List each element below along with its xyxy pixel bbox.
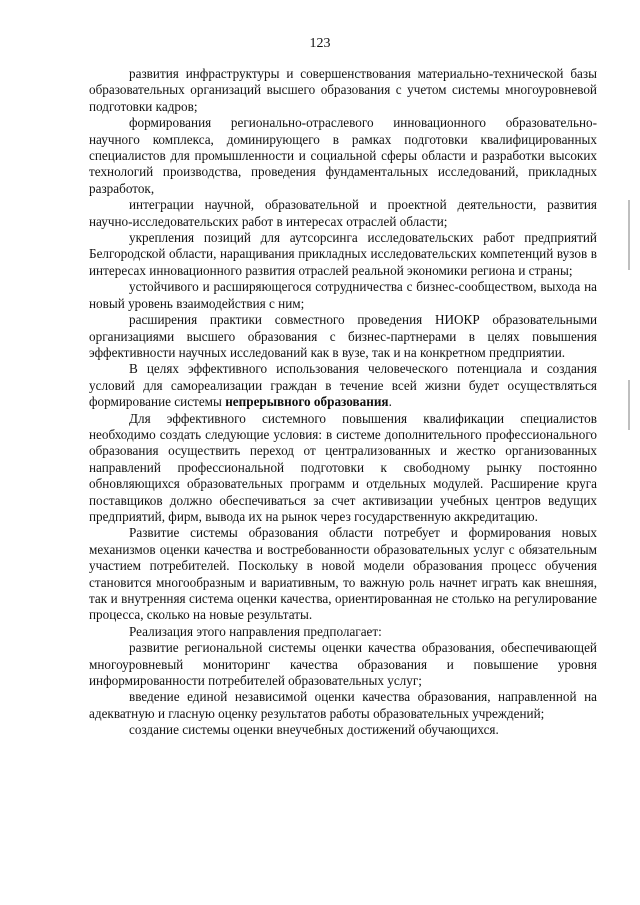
- bold-term: непрерывного образования: [225, 394, 389, 410]
- paragraph-independent-assessment: введение единой независимой оценки качества образования, направленной на адекватную и гласную оценку результатов работы образовательных учреждений;: [89, 689, 597, 721]
- paragraph-extracurricular: создание системы оценки внеучебных достижений обучающихся.: [129, 722, 499, 738]
- paragraph-integration: интеграции научной, образовательной и проектной деятельности, развития научно-исследовательских работ в интересах отраслей области;: [89, 197, 597, 229]
- body-text: [89, 66, 597, 739]
- paragraph-qualification: Для эффективного системного повышения квалификации специалистов необходимо создать следующие условия: в системе дополнительного профессионального образования осуществить переход от централизованных и жестко организованных направлений профессиональной подготовки к свободному рынку постоянно обновляющихся образовательных программ и отдельных модулей. Расширение круга поставщиков должно обеспечиваться за счет активизации учебных центров ведущих предприятий, фирм, вывода их на рынок через государственную аккредитацию.: [89, 410, 597, 524]
- paragraph-outsourcing: укрепления позиций для аутсорсинга исследовательских работ предприятий Белгородской области, наращивания прикладных исследовательских компетенций вузов в интересах инновационного развития отраслей реальной экономики региона и страны;: [89, 230, 597, 278]
- paragraph-infrastructure: развития инфраструктуры и совершенствования материально-технической базы образовательных организаций высшего образования с учетом системы многоуровневой подготовки кадров;: [89, 66, 597, 114]
- paragraph-quality-assessment: Развитие системы образования области потребует и формирования новых механизмов оценки качества и востребованности образовательных услуг с обязательным участием потребителей. Поскольку в новой модели образования процесс обучения становится многообразным и вариативным, то важную роль начнет играть как внешняя, так и внутренняя система оценки качества, ориентированная не столько на регулирование процесса, сколько на новые результаты.: [89, 525, 597, 623]
- paragraph-continuous-education: В целях эффективного использования человеческого потенциала и создания условий для самореализации граждан в течение всей жизни будет осуществляться формирование системы непрерывного образования.: [89, 361, 597, 410]
- scan-edge-mark: [628, 380, 630, 430]
- scan-edge-mark: [628, 200, 630, 270]
- page-number: 123: [309, 36, 331, 51]
- paragraph-innovation-complex: формирования регионально-отраслевого инновационного образовательно-научного комплекса, доминирующего в рамках подготовки квалифицированных специалистов для промышленности и социальной сферы области и разработки высоких технологий производства, проведения фундаментальных исследований, прикладных разработок,: [89, 115, 597, 196]
- paragraph-implementation: Реализация этого направления предполагает:: [129, 623, 382, 639]
- paragraph-business-cooperation: устойчивого и расширяющегося сотрудничества с бизнес-сообществом, выхода на новый уровень взаимодействия с ним;: [89, 279, 597, 311]
- paragraph-regional-system: развитие региональной системы оценки качества образования, обеспечивающей многоуровневый мониторинг качества образования и повышение уровня информированности потребителей образовательных услуг;: [89, 640, 597, 689]
- paragraph-niokr: расширения практики совместного проведения НИОКР образовательными организациями высшего образования с бизнес-партнерами в целях повышения эффективности научных исследований как в вузе, так и на конкретном предприятии.: [89, 312, 597, 360]
